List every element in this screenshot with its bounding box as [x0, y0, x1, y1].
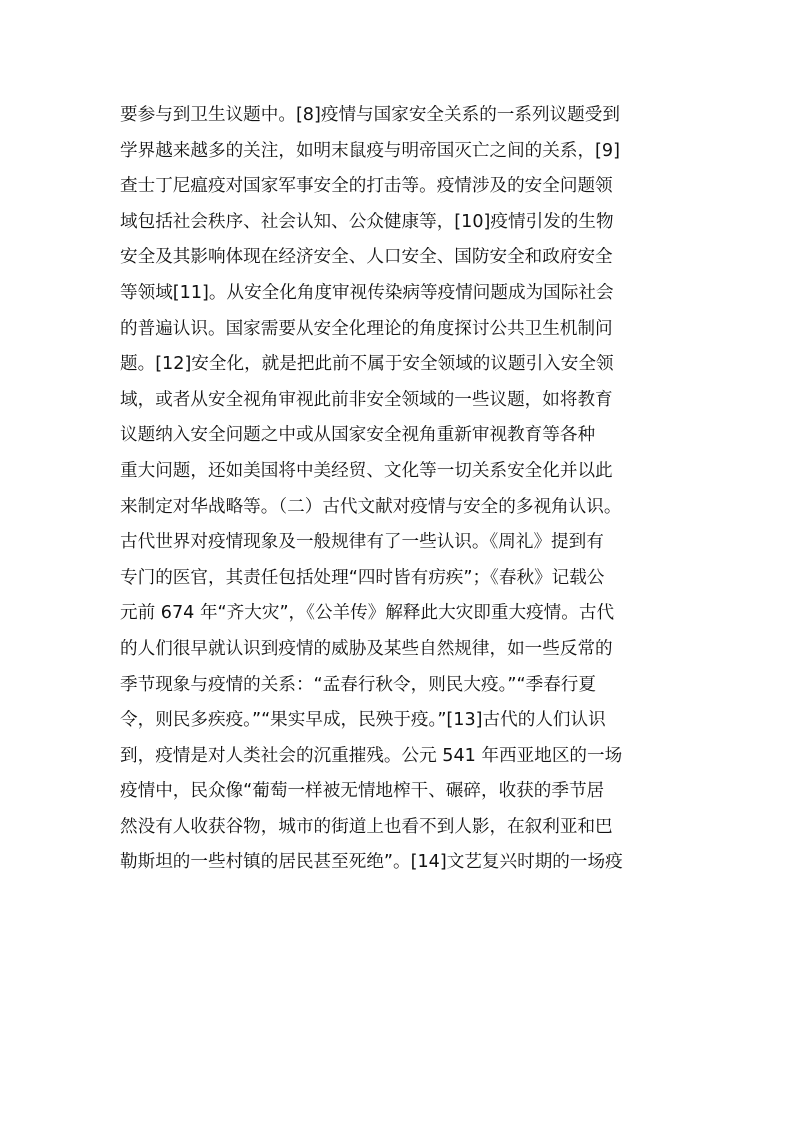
text-line: 古代世界对疫情现象及一般规律有了一些认识。《周礼》提到有 — [120, 532, 604, 553]
text-line: 专门的医官，其责任包括处理“四时皆有疠疾”；《春秋》记载公 — [120, 567, 605, 588]
text-line: 学界越来越多的关注，如明末鼠疫与明帝国灭亡之间的关系，[9] — [120, 140, 620, 161]
text-line: 元前 674 年“齐大灾”，《公羊传》解释此大灾即重大疫情。古代 — [120, 603, 615, 624]
text-line: 疫情中，民众像“葡萄一样被无情地榨干、碾碎，收获的季节居 — [120, 781, 605, 802]
text-line: 题。[12]安全化，就是把此前不属于安全领域的议题引入安全领 — [120, 354, 614, 375]
text-line: 重大问题，还如美国将中美经贸、文化等一切关系安全化并以此 — [120, 460, 613, 481]
text-line: 查士丁尼瘟疫对国家军事安全的打击等。疫情涉及的安全问题领 — [120, 176, 613, 197]
text-line: 议题纳入安全问题之中或从国家安全视角重新审视教育等各种 — [120, 425, 596, 446]
text-line: 令，则民多疾疫。”“果实早成，民殃于疫。”[13]古代的人们认识 — [120, 710, 606, 731]
text-line: 的普遍认识。国家需要从安全化理论的角度探讨公共卫生机制问 — [120, 318, 613, 339]
text-line: 勒斯坦的一些村镇的居民甚至死绝”。[14]文艺复兴时期的一场疫 — [120, 852, 623, 873]
text-line: 域包括社会秩序、社会认知、公众健康等，[10]疫情引发的生物 — [120, 211, 614, 232]
text-line: 域，或者从安全视角审视此前非安全领域的一些议题，如将教育 — [120, 389, 613, 410]
text-line: 到，疫情是对人类社会的沉重摧残。公元 541 年西亚地区的一场 — [120, 745, 623, 766]
text-line: 然没有人收获谷物，城市的街道上也看不到人影，在叙利亚和巴 — [120, 816, 613, 837]
text-line: 安全及其影响体现在经济安全、人口安全、国防安全和政府安全 — [120, 247, 613, 268]
text-line: 要参与到卫生议题中。[8]疫情与国家安全关系的一系列议题受到 — [120, 105, 620, 125]
text-line: 季节现象与疫情的关系：“孟春行秋令，则民大疫。”“季春行夏 — [120, 674, 596, 695]
text-line: 的人们很早就认识到疫情的威胁及某些自然规律，如一些反常的 — [120, 638, 613, 659]
text-line: 来制定对华战略等。（二）古代文献对疫情与安全的多视角认识。 — [120, 496, 622, 517]
text-line: 等领域[11]。从安全化角度审视传染病等疫情问题成为国际社会 — [120, 282, 614, 303]
body-text — [120, 98, 680, 881]
